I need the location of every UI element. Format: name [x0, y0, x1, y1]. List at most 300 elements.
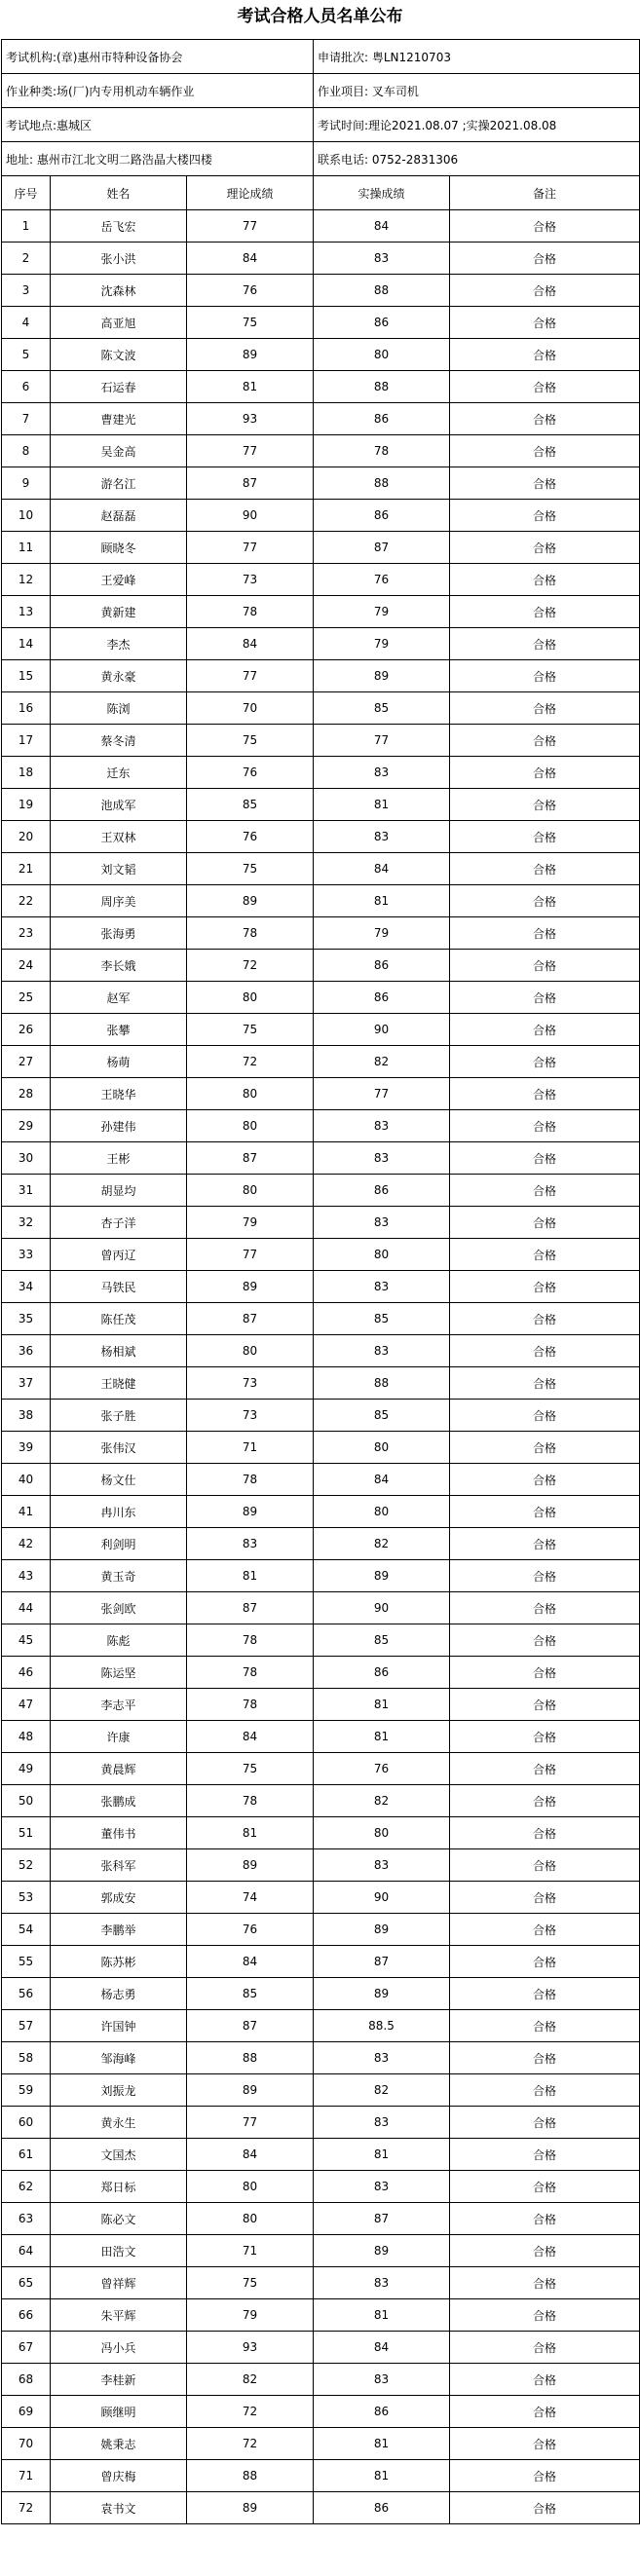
cell-name: 利剑明 — [51, 1528, 187, 1560]
cell-practical-score: 86 — [314, 2396, 450, 2428]
table-row — [2, 2235, 640, 2267]
cell-index: 59 — [2, 2074, 51, 2107]
table-row — [2, 1110, 640, 1142]
cell-name: 吴金高 — [51, 435, 187, 467]
cell-remark: 合格 — [450, 403, 640, 435]
cell-remark: 合格 — [450, 275, 640, 307]
info-row-category — [2, 74, 640, 108]
cell-practical-score: 86 — [314, 403, 450, 435]
cell-index: 43 — [2, 1560, 51, 1592]
table-row — [2, 1175, 640, 1207]
cell-name: 张剑欧 — [51, 1592, 187, 1624]
cell-practical-score: 89 — [314, 660, 450, 692]
cell-theory-score: 80 — [187, 1335, 314, 1367]
cell-practical-score: 79 — [314, 596, 450, 628]
table-row — [2, 564, 640, 596]
table-row — [2, 1882, 640, 1914]
cell-practical-score: 77 — [314, 1078, 450, 1110]
cell-remark: 合格 — [450, 2235, 640, 2267]
cell-remark: 合格 — [450, 307, 640, 339]
cell-practical-score: 83 — [314, 2107, 450, 2139]
cell-practical-score: 85 — [314, 1400, 450, 1432]
table-row — [2, 1624, 640, 1657]
cell-remark: 合格 — [450, 1817, 640, 1849]
cell-remark: 合格 — [450, 1592, 640, 1624]
cell-practical-score: 83 — [314, 2171, 450, 2203]
cell-remark: 合格 — [450, 2203, 640, 2235]
cell-name: 王爱峰 — [51, 564, 187, 596]
cell-name: 顾继明 — [51, 2396, 187, 2428]
cell-theory-score: 75 — [187, 1753, 314, 1785]
cell-practical-score: 90 — [314, 1882, 450, 1914]
cell-index: 32 — [2, 1207, 51, 1239]
cell-name: 曹建光 — [51, 403, 187, 435]
cell-practical-score: 84 — [314, 1464, 450, 1496]
cell-name: 冯小兵 — [51, 2332, 187, 2364]
cell-theory-score: 73 — [187, 1367, 314, 1400]
header-theory: 理论成绩 — [187, 176, 314, 210]
cell-remark: 合格 — [450, 950, 640, 982]
cell-practical-score: 83 — [314, 1335, 450, 1367]
cell-remark: 合格 — [450, 2364, 640, 2396]
cell-theory-score: 79 — [187, 1207, 314, 1239]
table-row — [2, 1785, 640, 1817]
cell-theory-score: 84 — [187, 2139, 314, 2171]
cell-name: 张伟汉 — [51, 1432, 187, 1464]
header-remark: 备注 — [450, 176, 640, 210]
cell-theory-score: 77 — [187, 660, 314, 692]
table-row — [2, 1689, 640, 1721]
exam-batch: 申请批次: 粤LN1210703 — [314, 40, 640, 74]
cell-index: 69 — [2, 2396, 51, 2428]
cell-name: 张鹏成 — [51, 1785, 187, 1817]
cell-remark: 合格 — [450, 2139, 640, 2171]
results-table — [1, 39, 640, 2524]
cell-index: 13 — [2, 596, 51, 628]
table-row — [2, 1849, 640, 1882]
cell-name: 陈任茂 — [51, 1303, 187, 1335]
cell-name: 赵军 — [51, 982, 187, 1014]
cell-theory-score: 78 — [187, 1624, 314, 1657]
cell-index: 44 — [2, 1592, 51, 1624]
table-row — [2, 2396, 640, 2428]
cell-index: 11 — [2, 532, 51, 564]
cell-remark: 合格 — [450, 853, 640, 885]
cell-theory-score: 93 — [187, 2332, 314, 2364]
cell-index: 67 — [2, 2332, 51, 2364]
cell-theory-score: 84 — [187, 628, 314, 660]
cell-name: 张子胜 — [51, 1400, 187, 1432]
cell-theory-score: 84 — [187, 243, 314, 275]
cell-index: 19 — [2, 789, 51, 821]
table-row — [2, 789, 640, 821]
cell-index: 57 — [2, 2010, 51, 2042]
cell-practical-score: 83 — [314, 2267, 450, 2299]
cell-practical-score: 86 — [314, 1175, 450, 1207]
cell-index: 33 — [2, 1239, 51, 1271]
table-row — [2, 1432, 640, 1464]
cell-name: 朱平辉 — [51, 2299, 187, 2332]
cell-theory-score: 70 — [187, 692, 314, 725]
cell-name: 王晓健 — [51, 1367, 187, 1400]
cell-index: 54 — [2, 1914, 51, 1946]
cell-name: 郭成安 — [51, 1882, 187, 1914]
table-row — [2, 1657, 640, 1689]
cell-name: 胡显均 — [51, 1175, 187, 1207]
cell-index: 68 — [2, 2364, 51, 2396]
table-row — [2, 2332, 640, 2364]
cell-theory-score: 77 — [187, 532, 314, 564]
table-row — [2, 2267, 640, 2299]
cell-name: 李桂新 — [51, 2364, 187, 2396]
cell-remark: 合格 — [450, 2107, 640, 2139]
cell-index: 53 — [2, 1882, 51, 1914]
cell-practical-score: 83 — [314, 1849, 450, 1882]
cell-index: 40 — [2, 1464, 51, 1496]
cell-index: 52 — [2, 1849, 51, 1882]
cell-name: 黄玉奇 — [51, 1560, 187, 1592]
cell-index: 6 — [2, 371, 51, 403]
cell-practical-score: 88 — [314, 467, 450, 500]
cell-name: 孙建伟 — [51, 1110, 187, 1142]
cell-theory-score: 77 — [187, 435, 314, 467]
cell-theory-score: 89 — [187, 1496, 314, 1528]
table-row — [2, 1817, 640, 1849]
cell-theory-score: 72 — [187, 1046, 314, 1078]
table-row — [2, 628, 640, 660]
table-row — [2, 1978, 640, 2010]
table-row — [2, 757, 640, 789]
cell-index: 22 — [2, 885, 51, 917]
cell-theory-score: 75 — [187, 853, 314, 885]
cell-remark: 合格 — [450, 789, 640, 821]
cell-name: 张海勇 — [51, 917, 187, 950]
cell-practical-score: 76 — [314, 1753, 450, 1785]
cell-name: 张科军 — [51, 1849, 187, 1882]
cell-theory-score: 85 — [187, 789, 314, 821]
table-row — [2, 435, 640, 467]
cell-theory-score: 88 — [187, 2460, 314, 2492]
table-row — [2, 2074, 640, 2107]
cell-theory-score: 76 — [187, 1914, 314, 1946]
table-row — [2, 1207, 640, 1239]
table-row — [2, 1721, 640, 1753]
cell-practical-score: 89 — [314, 1978, 450, 2010]
cell-remark: 合格 — [450, 2460, 640, 2492]
contact-phone: 联系电话: 0752-2831306 — [314, 142, 640, 176]
cell-theory-score: 78 — [187, 1657, 314, 1689]
cell-remark: 合格 — [450, 500, 640, 532]
cell-remark: 合格 — [450, 1849, 640, 1882]
cell-theory-score: 80 — [187, 1175, 314, 1207]
cell-index: 65 — [2, 2267, 51, 2299]
cell-remark: 合格 — [450, 2010, 640, 2042]
cell-practical-score: 80 — [314, 1239, 450, 1271]
cell-practical-score: 81 — [314, 1721, 450, 1753]
cell-index: 1 — [2, 210, 51, 243]
table-row — [2, 2364, 640, 2396]
cell-index: 24 — [2, 950, 51, 982]
table-row — [2, 307, 640, 339]
cell-index: 64 — [2, 2235, 51, 2267]
cell-remark: 合格 — [450, 1110, 640, 1142]
cell-theory-score: 75 — [187, 2267, 314, 2299]
cell-remark: 合格 — [450, 725, 640, 757]
cell-name: 许国钟 — [51, 2010, 187, 2042]
cell-name: 张攀 — [51, 1014, 187, 1046]
cell-theory-score: 76 — [187, 275, 314, 307]
cell-index: 16 — [2, 692, 51, 725]
cell-index: 38 — [2, 1400, 51, 1432]
cell-practical-score: 80 — [314, 1496, 450, 1528]
cell-remark: 合格 — [450, 1946, 640, 1978]
cell-practical-score: 85 — [314, 1303, 450, 1335]
table-row — [2, 1560, 640, 1592]
cell-index: 58 — [2, 2042, 51, 2074]
table-row — [2, 467, 640, 500]
cell-remark: 合格 — [450, 1142, 640, 1175]
header-name: 姓名 — [51, 176, 187, 210]
cell-name: 曾丙辽 — [51, 1239, 187, 1271]
cell-remark: 合格 — [450, 1560, 640, 1592]
cell-theory-score: 73 — [187, 1400, 314, 1432]
cell-index: 4 — [2, 307, 51, 339]
cell-name: 邹海峰 — [51, 2042, 187, 2074]
table-row — [2, 2492, 640, 2524]
cell-theory-score: 80 — [187, 2171, 314, 2203]
cell-index: 20 — [2, 821, 51, 853]
cell-remark: 合格 — [450, 1464, 640, 1496]
cell-index: 28 — [2, 1078, 51, 1110]
cell-theory-score: 78 — [187, 1689, 314, 1721]
cell-theory-score: 88 — [187, 2042, 314, 2074]
cell-name: 李杰 — [51, 628, 187, 660]
cell-remark: 合格 — [450, 1689, 640, 1721]
cell-remark: 合格 — [450, 1721, 640, 1753]
table-row — [2, 725, 640, 757]
cell-index: 21 — [2, 853, 51, 885]
exam-time: 考试时间:理论2021.08.07 ;实操2021.08.08 — [314, 108, 640, 142]
cell-remark: 合格 — [450, 1914, 640, 1946]
table-row — [2, 2139, 640, 2171]
cell-name: 李志平 — [51, 1689, 187, 1721]
table-row — [2, 1946, 640, 1978]
cell-theory-score: 75 — [187, 307, 314, 339]
cell-name: 陈必文 — [51, 2203, 187, 2235]
cell-name: 王彬 — [51, 1142, 187, 1175]
cell-practical-score: 90 — [314, 1592, 450, 1624]
exam-location: 考试地点:惠城区 — [2, 108, 314, 142]
cell-practical-score: 84 — [314, 853, 450, 885]
cell-index: 31 — [2, 1175, 51, 1207]
cell-name: 田浩文 — [51, 2235, 187, 2267]
cell-practical-score: 86 — [314, 982, 450, 1014]
cell-name: 岳飞宏 — [51, 210, 187, 243]
cell-theory-score: 83 — [187, 1528, 314, 1560]
cell-theory-score: 75 — [187, 725, 314, 757]
cell-index: 15 — [2, 660, 51, 692]
table-row — [2, 2171, 640, 2203]
cell-theory-score: 74 — [187, 1882, 314, 1914]
cell-practical-score: 80 — [314, 1817, 450, 1849]
cell-index: 71 — [2, 2460, 51, 2492]
cell-index: 23 — [2, 917, 51, 950]
cell-practical-score: 87 — [314, 1946, 450, 1978]
cell-practical-score: 87 — [314, 2203, 450, 2235]
cell-remark: 合格 — [450, 821, 640, 853]
work-category: 作业种类:场(厂)内专用机动车辆作业 — [2, 74, 314, 108]
cell-practical-score: 83 — [314, 2364, 450, 2396]
cell-practical-score: 80 — [314, 1432, 450, 1464]
table-row — [2, 1335, 640, 1367]
cell-practical-score: 76 — [314, 564, 450, 596]
cell-theory-score: 80 — [187, 1110, 314, 1142]
table-row — [2, 885, 640, 917]
cell-practical-score: 85 — [314, 692, 450, 725]
cell-theory-score: 81 — [187, 1560, 314, 1592]
cell-name: 王双林 — [51, 821, 187, 853]
table-row — [2, 2460, 640, 2492]
table-row — [2, 1914, 640, 1946]
cell-theory-score: 75 — [187, 1014, 314, 1046]
cell-practical-score: 81 — [314, 885, 450, 917]
cell-name: 杨文仕 — [51, 1464, 187, 1496]
cell-index: 2 — [2, 243, 51, 275]
cell-name: 刘振龙 — [51, 2074, 187, 2107]
cell-index: 5 — [2, 339, 51, 371]
cell-index: 10 — [2, 500, 51, 532]
cell-name: 文国杰 — [51, 2139, 187, 2171]
cell-remark: 合格 — [450, 628, 640, 660]
cell-remark: 合格 — [450, 435, 640, 467]
cell-remark: 合格 — [450, 2332, 640, 2364]
cell-remark: 合格 — [450, 467, 640, 500]
cell-remark: 合格 — [450, 1046, 640, 1078]
cell-name: 陈彪 — [51, 1624, 187, 1657]
cell-theory-score: 80 — [187, 982, 314, 1014]
table-row — [2, 660, 640, 692]
cell-practical-score: 83 — [314, 1207, 450, 1239]
cell-theory-score: 72 — [187, 2396, 314, 2428]
cell-theory-score: 89 — [187, 1849, 314, 1882]
cell-remark: 合格 — [450, 1367, 640, 1400]
cell-index: 66 — [2, 2299, 51, 2332]
cell-name: 杏子洋 — [51, 1207, 187, 1239]
cell-remark: 合格 — [450, 1496, 640, 1528]
cell-index: 18 — [2, 757, 51, 789]
table-row — [2, 1464, 640, 1496]
cell-name: 许康 — [51, 1721, 187, 1753]
cell-index: 30 — [2, 1142, 51, 1175]
cell-index: 41 — [2, 1496, 51, 1528]
table-row — [2, 210, 640, 243]
table-row — [2, 532, 640, 564]
table-row — [2, 950, 640, 982]
cell-theory-score: 87 — [187, 1592, 314, 1624]
table-row — [2, 1528, 640, 1560]
cell-name: 赵磊磊 — [51, 500, 187, 532]
cell-name: 黄晨辉 — [51, 1753, 187, 1785]
cell-theory-score: 93 — [187, 403, 314, 435]
cell-index: 62 — [2, 2171, 51, 2203]
cell-remark: 合格 — [450, 1657, 640, 1689]
cell-index: 55 — [2, 1946, 51, 1978]
cell-theory-score: 89 — [187, 2074, 314, 2107]
cell-name: 顾晓冬 — [51, 532, 187, 564]
cell-remark: 合格 — [450, 1785, 640, 1817]
table-row — [2, 2203, 640, 2235]
table-row — [2, 243, 640, 275]
table-row — [2, 596, 640, 628]
cell-theory-score: 89 — [187, 2492, 314, 2524]
table-row — [2, 1753, 640, 1785]
cell-remark: 合格 — [450, 1400, 640, 1432]
cell-index: 46 — [2, 1657, 51, 1689]
table-row — [2, 982, 640, 1014]
cell-index: 42 — [2, 1528, 51, 1560]
cell-practical-score: 83 — [314, 757, 450, 789]
cell-index: 29 — [2, 1110, 51, 1142]
cell-name: 石运春 — [51, 371, 187, 403]
cell-theory-score: 87 — [187, 467, 314, 500]
cell-practical-score: 88 — [314, 1367, 450, 1400]
cell-index: 51 — [2, 1817, 51, 1849]
cell-remark: 合格 — [450, 2171, 640, 2203]
table-row — [2, 1303, 640, 1335]
cell-theory-score: 82 — [187, 2364, 314, 2396]
cell-practical-score: 79 — [314, 628, 450, 660]
cell-remark: 合格 — [450, 1175, 640, 1207]
cell-practical-score: 82 — [314, 1528, 450, 1560]
cell-theory-score: 72 — [187, 2428, 314, 2460]
table-row — [2, 2299, 640, 2332]
cell-index: 14 — [2, 628, 51, 660]
cell-theory-score: 87 — [187, 1142, 314, 1175]
address: 地址: 惠州市江北文明二路浩晶大楼四楼 — [2, 142, 314, 176]
cell-remark: 合格 — [450, 1303, 640, 1335]
cell-theory-score: 79 — [187, 2299, 314, 2332]
info-row-location — [2, 108, 640, 142]
cell-remark: 合格 — [450, 885, 640, 917]
cell-practical-score: 87 — [314, 532, 450, 564]
cell-practical-score: 88 — [314, 275, 450, 307]
cell-name: 马铁民 — [51, 1271, 187, 1303]
cell-index: 36 — [2, 1335, 51, 1367]
cell-remark: 合格 — [450, 1432, 640, 1464]
cell-theory-score: 89 — [187, 885, 314, 917]
cell-theory-score: 84 — [187, 1721, 314, 1753]
cell-index: 47 — [2, 1689, 51, 1721]
cell-practical-score: 82 — [314, 1785, 450, 1817]
cell-practical-score: 83 — [314, 1110, 450, 1142]
cell-remark: 合格 — [450, 2428, 640, 2460]
cell-name: 郑日标 — [51, 2171, 187, 2203]
table-row — [2, 2010, 640, 2042]
cell-remark: 合格 — [450, 243, 640, 275]
info-row-address — [2, 142, 640, 176]
cell-index: 60 — [2, 2107, 51, 2139]
cell-practical-score: 81 — [314, 789, 450, 821]
cell-remark: 合格 — [450, 564, 640, 596]
cell-theory-score: 81 — [187, 1817, 314, 1849]
cell-remark: 合格 — [450, 1528, 640, 1560]
cell-name: 李长娥 — [51, 950, 187, 982]
cell-theory-score: 78 — [187, 1785, 314, 1817]
cell-theory-score: 84 — [187, 1946, 314, 1978]
cell-theory-score: 71 — [187, 1432, 314, 1464]
cell-remark: 合格 — [450, 2267, 640, 2299]
cell-remark: 合格 — [450, 660, 640, 692]
